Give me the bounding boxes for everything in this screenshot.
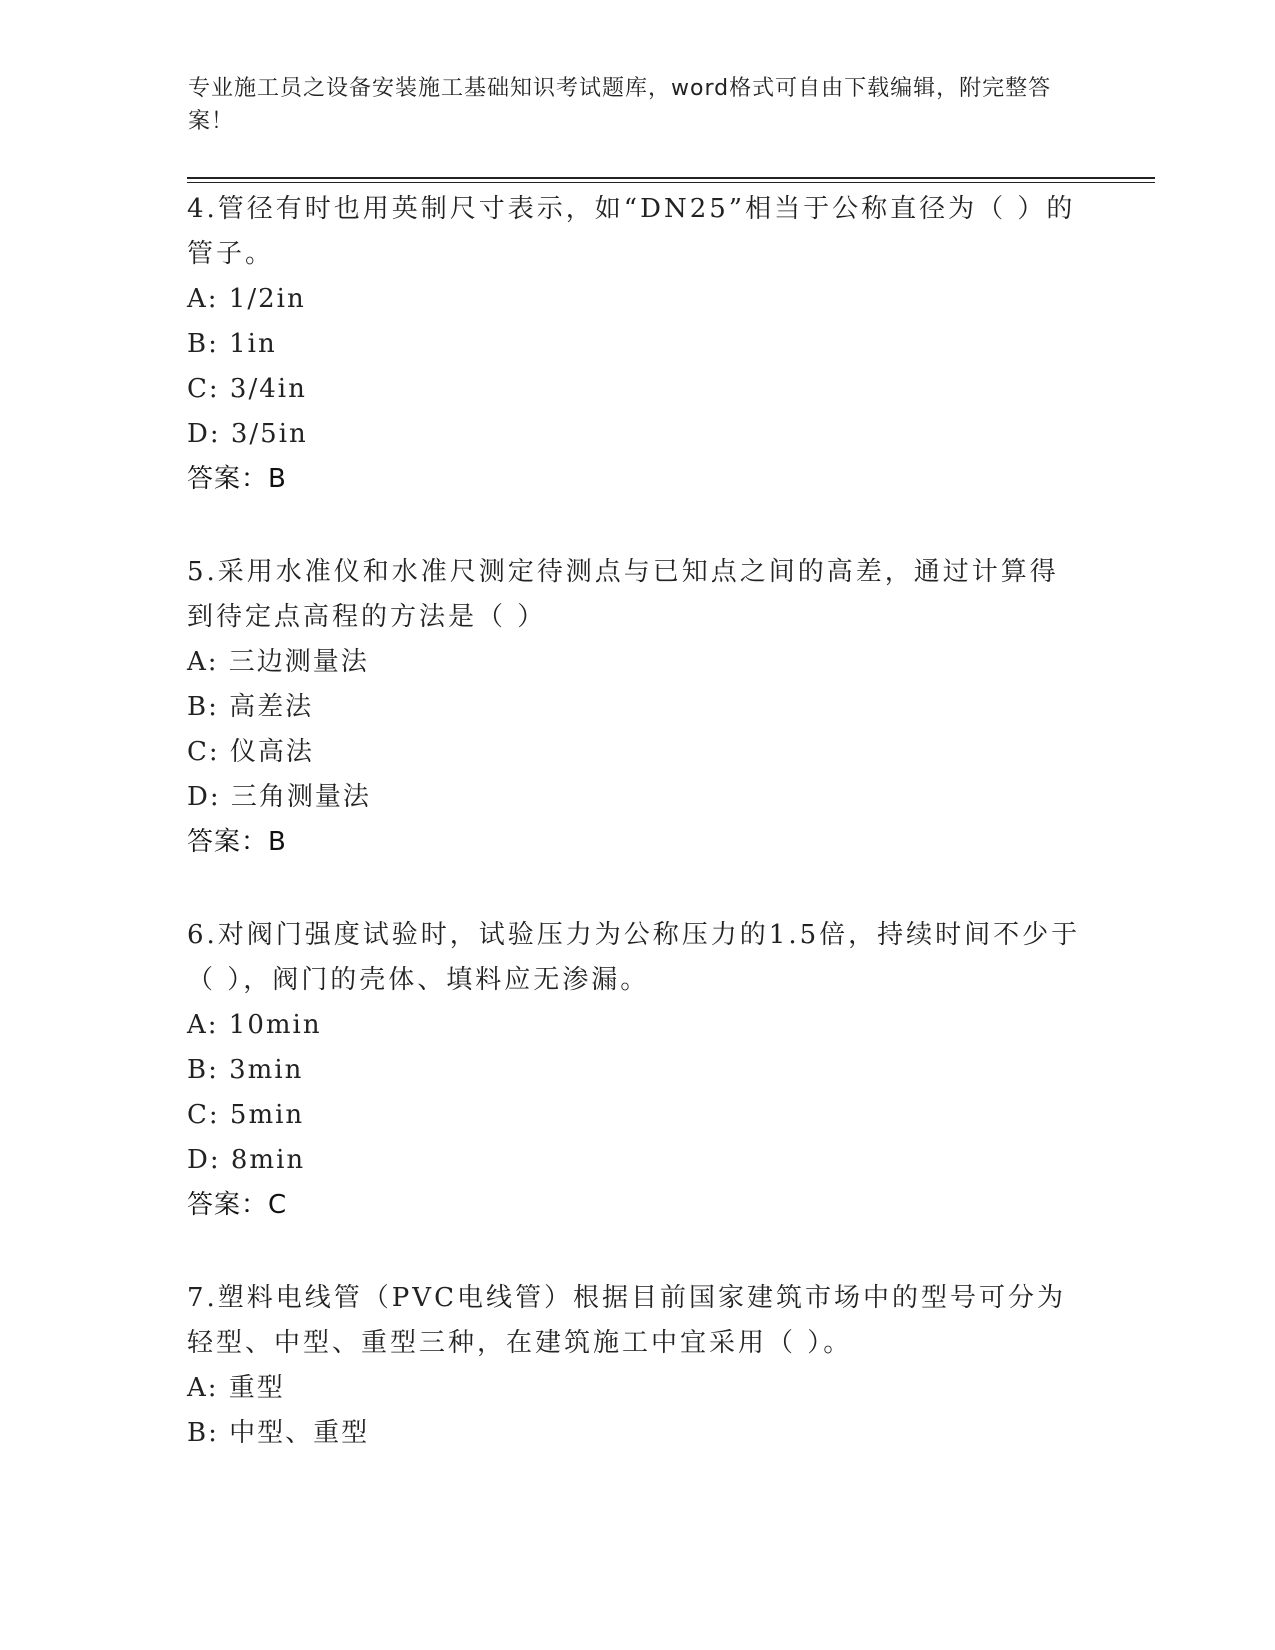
question-6-text: 6.对阀门强度试验时，试验压力为公称压力的1.5倍，持续时间不少于（ ），阀门的壳体、填料应无渗漏。 <box>187 920 1081 995</box>
question-5-text: 5.采用水准仪和水准尺测定待测点与已知点之间的高差，通过计算得到待定点高程的方法是（ ） <box>187 557 1059 632</box>
question-5 <box>187 550 1087 865</box>
question-7-option-b: B: 中型、重型 <box>187 1418 370 1448</box>
question-7-text: 7.塑料电线管（PVC电线管）根据目前国家建筑市场中的型号可分为轻型、中型、重型三种，在建筑施工中宜采用（ ）。 <box>187 1283 1066 1358</box>
question-6-option-c: C: 5min <box>187 1100 305 1130</box>
question-4-option-d: D: 3/5in <box>187 419 308 449</box>
document-header: 专业施工员之设备安装施工基础知识考试题库，word格式可自由下载编辑，附完整答案！ <box>188 76 1052 134</box>
question-4 <box>187 187 1087 502</box>
question-5-option-b: B: 高差法 <box>187 692 314 722</box>
question-6-option-d: D: 8min <box>187 1145 306 1175</box>
question-4-option-c: C: 3/4in <box>187 374 307 404</box>
question-6 <box>187 913 1087 1228</box>
header-divider-thick <box>187 177 1155 179</box>
question-5-answer: 答案：B <box>187 827 287 857</box>
question-4-option-a: A: 1/2in <box>187 284 306 314</box>
question-7-option-a: A: 重型 <box>187 1373 285 1403</box>
question-5-option-a: A: 三边测量法 <box>187 647 369 677</box>
question-7 <box>187 1276 1087 1456</box>
question-6-option-a: A: 10min <box>187 1010 322 1040</box>
question-5-option-d: D: 三角测量法 <box>187 782 371 812</box>
question-4-text: 4.管径有时也用英制尺寸表示，如“DN25”相当于公称直径为（ ）的管子。 <box>187 194 1076 269</box>
header-divider-thin <box>187 182 1155 183</box>
question-4-answer: 答案：B <box>187 464 287 494</box>
question-5-option-c: C: 仪高法 <box>187 737 314 767</box>
question-4-option-b: B: 1in <box>187 329 277 359</box>
question-6-option-b: B: 3min <box>187 1055 304 1085</box>
question-6-answer: 答案：C <box>187 1190 288 1220</box>
